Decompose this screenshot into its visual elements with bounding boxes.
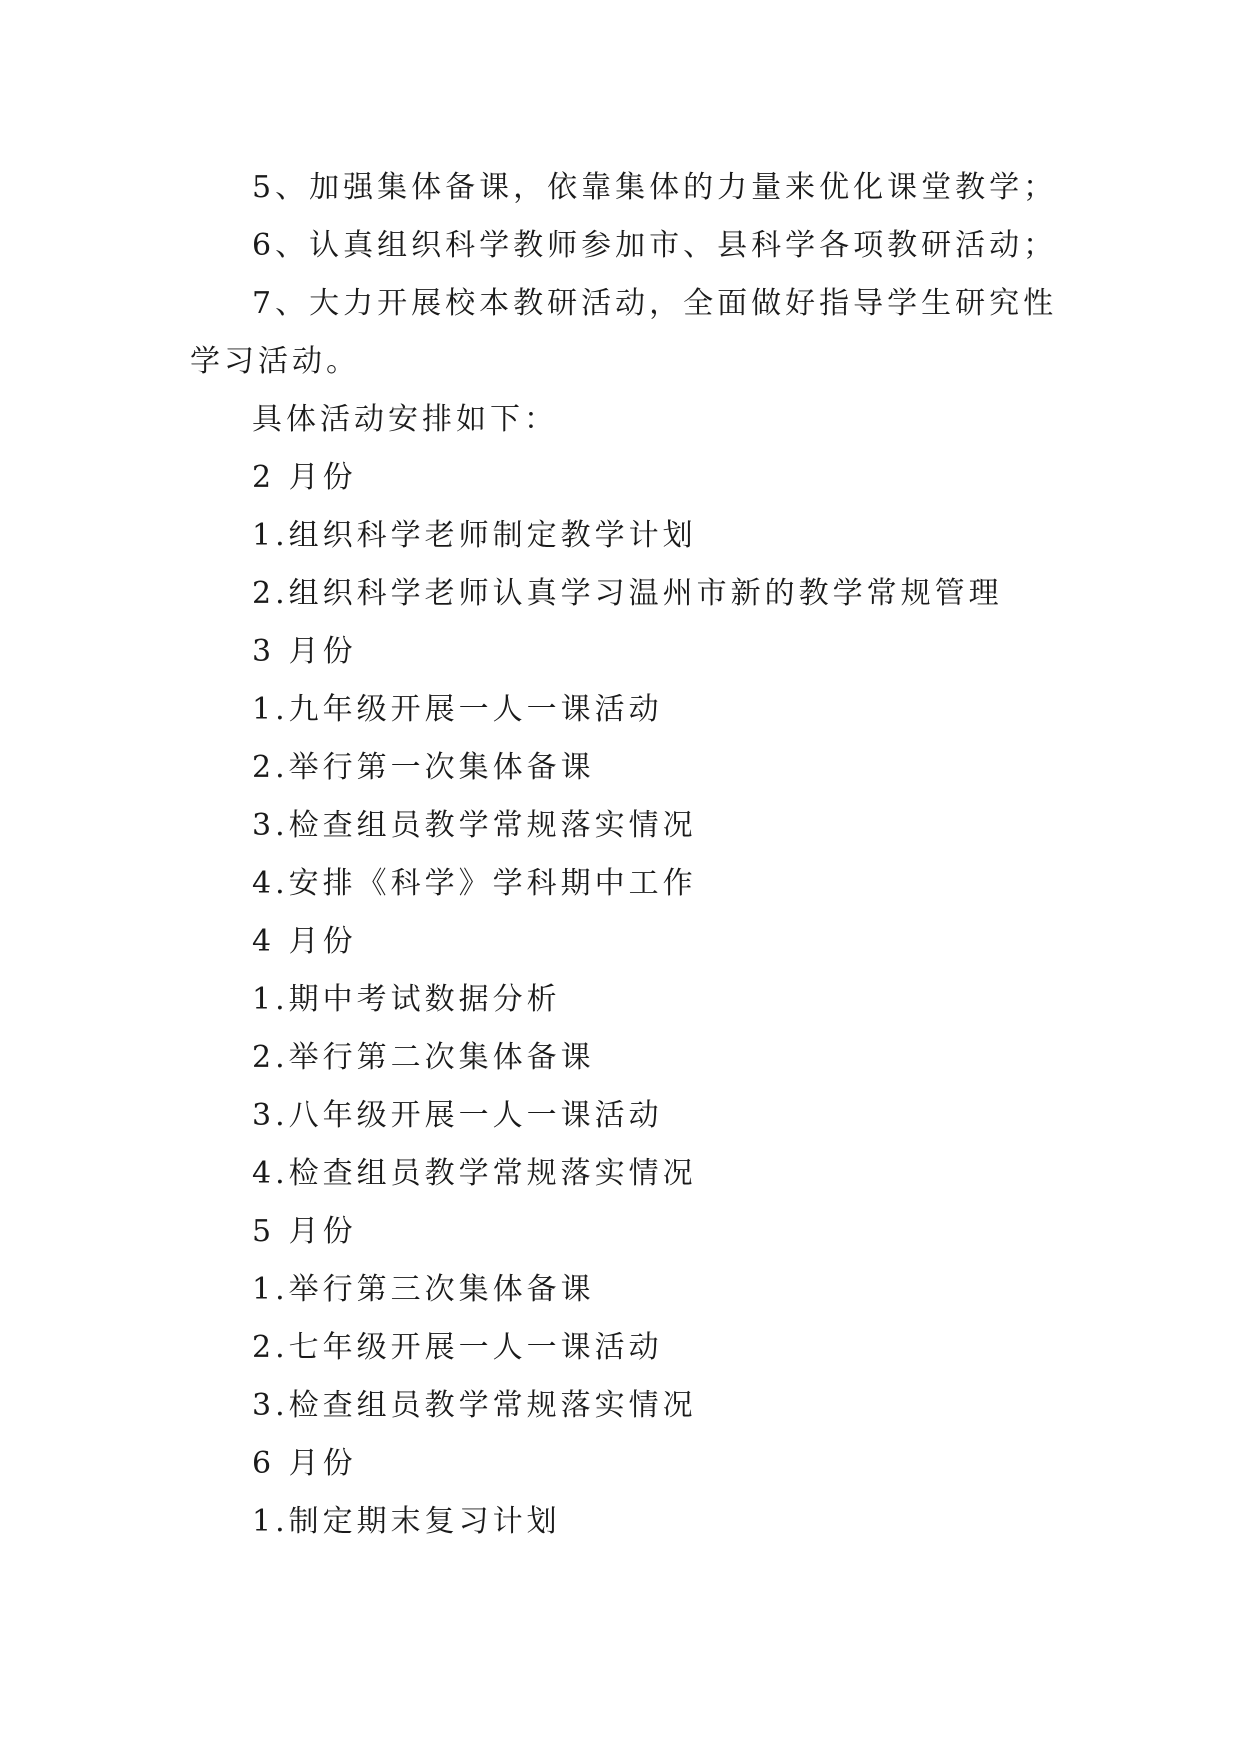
text-line: 1.期中考试数据分析 (252, 982, 561, 1017)
text-line: 5、加强集体备课，依靠集体的力量来优化课堂教学； (252, 170, 1058, 205)
text-line: 1.举行第三次集体备课 (252, 1272, 595, 1307)
text-line: 学习活动。 (190, 344, 360, 379)
text-line: 具体活动安排如下： (252, 402, 558, 437)
text-line: 4.检查组员教学常规落实情况 (252, 1156, 697, 1191)
text-line: 2.举行第二次集体备课 (252, 1040, 595, 1075)
text-line: 1.组织科学老师制定教学计划 (252, 518, 697, 553)
text-line: 3 月份 (252, 634, 357, 669)
text-line: 1.九年级开展一人一课活动 (252, 692, 663, 727)
text-line: 6、认真组织科学教师参加市、县科学各项教研活动； (252, 228, 1058, 263)
text-line: 4.安排《科学》学科期中工作 (252, 866, 697, 901)
text-line: 1.制定期末复习计划 (252, 1504, 561, 1539)
text-line: 6 月份 (252, 1446, 357, 1481)
document-body (190, 159, 1058, 1551)
text-line: 5 月份 (252, 1214, 357, 1249)
text-line: 4 月份 (252, 924, 357, 959)
text-line: 7、大力开展校本教研活动，全面做好指导学生研究性 (252, 286, 1058, 321)
text-line: 2.举行第一次集体备课 (252, 750, 595, 785)
text-line: 3.检查组员教学常规落实情况 (252, 808, 697, 843)
text-line: 2 月份 (252, 460, 357, 495)
text-line: 3.八年级开展一人一课活动 (252, 1098, 663, 1133)
text-line: 3.检查组员教学常规落实情况 (252, 1388, 697, 1423)
text-line: 2.组织科学老师认真学习温州市新的教学常规管理 (252, 576, 1003, 611)
text-line: 2.七年级开展一人一课活动 (252, 1330, 663, 1365)
